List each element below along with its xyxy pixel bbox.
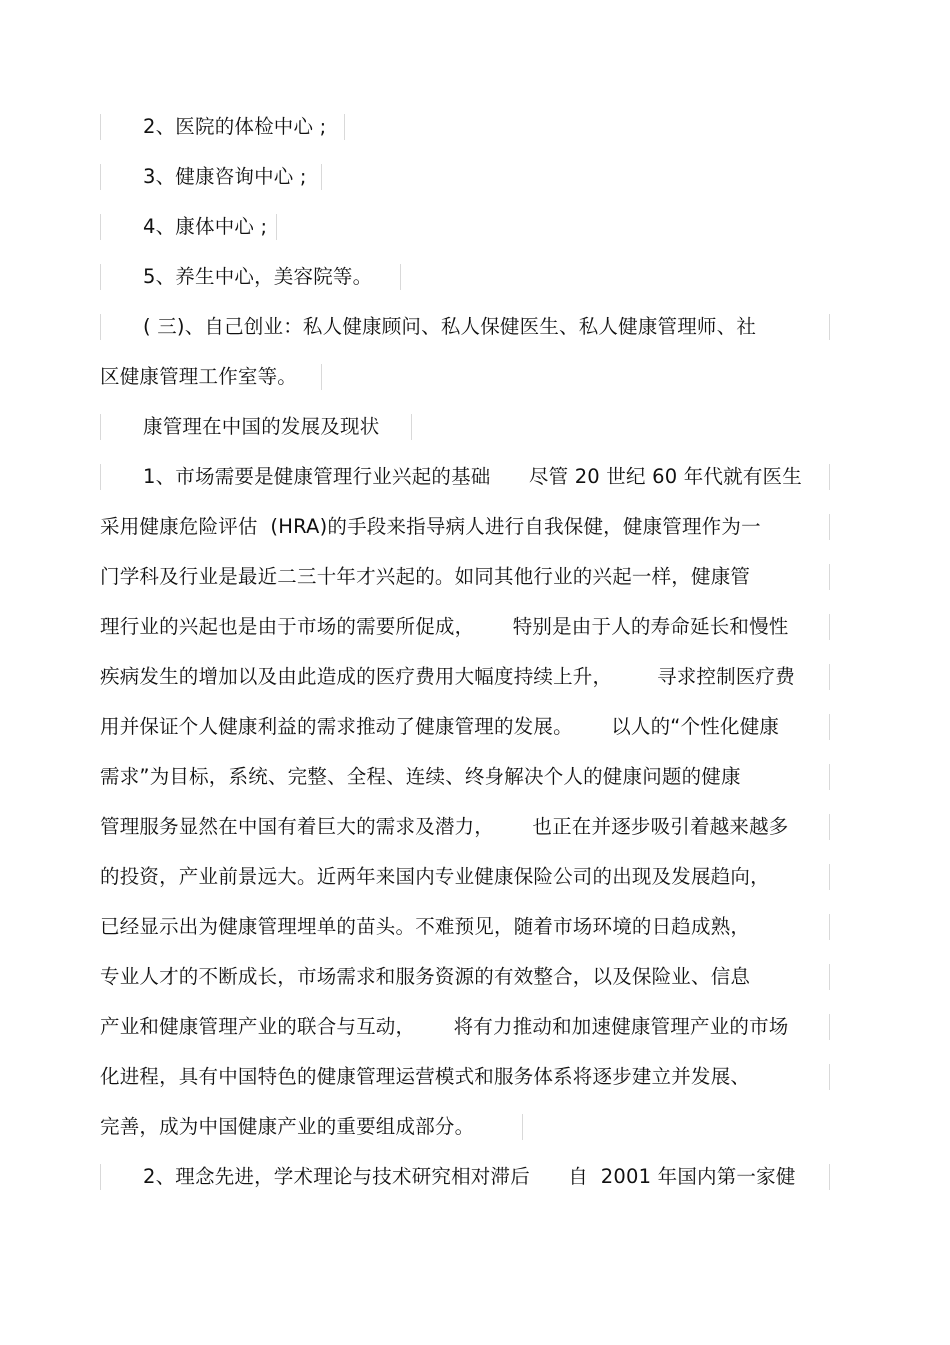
cell-border: [829, 764, 830, 790]
cell-border: [276, 214, 277, 240]
paragraph-line: 化进程，具有中国特色的健康管理运营模式和服务体系将逐步建立并发展、: [100, 1065, 751, 1088]
cell-border: [829, 564, 830, 590]
cell-border: [100, 314, 101, 340]
cell-border: [829, 964, 830, 990]
cell-border: [100, 114, 101, 140]
cell-border: [829, 464, 830, 490]
cell-border: [829, 664, 830, 690]
list-item-wellness-center: 5、养生中心，美容院等。: [143, 265, 373, 288]
list-item-hospital-checkup: 2、医院的体检中心 ;: [143, 115, 327, 138]
paragraph-line: 需求”为目标，系统、完整、全程、连续、终身解决个人的健康问题的健康: [100, 765, 741, 788]
paragraph-line: 疾病发生的增加以及由此造成的医疗费用大幅度持续上升， 寻求控制医疗费: [100, 665, 795, 688]
list-item-health-consulting: 3、健康咨询中心 ;: [143, 165, 307, 188]
cell-border: [829, 1064, 830, 1090]
cell-border: [829, 814, 830, 840]
cell-border: [829, 714, 830, 740]
paragraph-line: 产业和健康管理产业的联合与互动， 将有力推动和加速健康管理产业的市场: [100, 1015, 789, 1038]
cell-border: [829, 514, 830, 540]
section-heading-development: 康管理在中国的发展及现状: [143, 415, 380, 438]
cell-border: [100, 414, 101, 440]
cell-border: [321, 364, 322, 390]
paragraph-theory-research: 2、理念先进，学术理论与技术研究相对滞后 自 2001 年国内第一家健: [143, 1165, 796, 1188]
cell-border: [100, 464, 101, 490]
section-self-employment: ( 三)、自己创业：私人健康顾问、私人保健医生、私人健康管理师、社: [143, 315, 757, 338]
paragraph-line: 理行业的兴起也是由于市场的需要所促成， 特别是由于人的寿命延长和慢性: [100, 615, 789, 638]
paragraph-line: 采用健康危险评估 (HRA)的手段来指导病人进行自我保健，健康管理作为一: [100, 515, 761, 538]
paragraph-line: 已经显示出为健康管理埋单的苗头。不难预见，随着市场环境的日趋成熟，: [100, 915, 751, 938]
cell-border: [829, 1164, 830, 1190]
cell-border: [829, 614, 830, 640]
cell-border: [100, 264, 101, 290]
cell-border: [829, 1014, 830, 1040]
cell-border: [100, 214, 101, 240]
paragraph-line: 专业人才的不断成长，市场需求和服务资源的有效整合，以及保险业、信息: [100, 965, 751, 988]
list-item-fitness-center: 4、康体中心 ;: [143, 215, 268, 238]
cell-border: [100, 164, 101, 190]
cell-border: [344, 114, 345, 140]
paragraph-line: 用并保证个人健康利益的需求推动了健康管理的发展。 以人的“个性化健康: [100, 715, 780, 738]
cell-border: [400, 264, 401, 290]
cell-border: [100, 1164, 101, 1190]
cell-border: [522, 1114, 523, 1140]
section-self-employment-cont: 区健康管理工作室等。: [100, 365, 298, 388]
cell-border: [829, 314, 830, 340]
cell-border: [829, 914, 830, 940]
cell-border: [411, 414, 412, 440]
paragraph-line: 完善，成为中国健康产业的重要组成部分。: [100, 1115, 475, 1138]
paragraph-market-need: 1、市场需要是健康管理行业兴起的基础 尽管 20 世纪 60 年代就有医生: [143, 465, 802, 488]
cell-border: [829, 864, 830, 890]
cell-border: [321, 164, 322, 190]
paragraph-line: 的投资，产业前景远大。近两年来国内专业健康保险公司的出现及发展趋向，: [100, 865, 770, 888]
paragraph-line: 管理服务显然在中国有着巨大的需求及潜力， 也正在并逐步吸引着越来越多: [100, 815, 789, 838]
paragraph-line: 门学科及行业是最近二三十年才兴起的。如同其他行业的兴起一样，健康管: [100, 565, 751, 588]
